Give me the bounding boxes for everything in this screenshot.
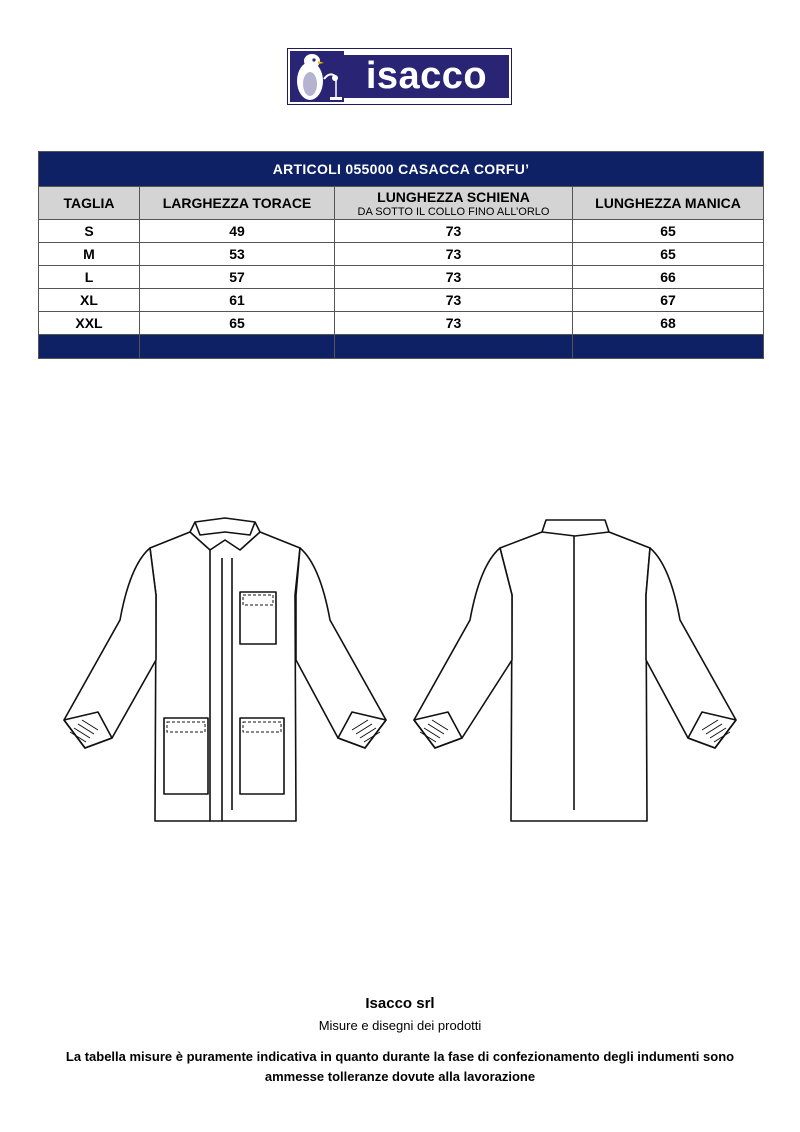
cell-size: XXL <box>39 312 140 335</box>
cell-size: L <box>39 266 140 289</box>
cell-sleeve: 65 <box>573 220 764 243</box>
header-sleeve: LUNGHEZZA MANICA <box>573 187 764 220</box>
footer-subtitle: Misure e disegni dei prodotti <box>318 1018 482 1033</box>
header-chest: LARGHEZZA TORACE <box>140 187 335 220</box>
cell-chest: 57 <box>140 266 335 289</box>
cell-back: 73 <box>335 266 573 289</box>
garment-drawings <box>50 510 750 830</box>
header-back <box>335 187 573 220</box>
table-row <box>39 243 764 266</box>
cell-back: 73 <box>335 312 573 335</box>
table-row <box>39 266 764 289</box>
table-row <box>39 289 764 312</box>
disclaimer-text: La tabella misure è puramente indicativa in quanto durante la fase di confezionamento degli indumenti sono ammesse tolleranze dovute alla lavorazione <box>65 1049 735 1084</box>
table-title: ARTICOLI 055000 CASACCA CORFU’ <box>39 152 764 187</box>
cell-size: XL <box>39 289 140 312</box>
cell-sleeve: 65 <box>573 243 764 266</box>
cell-size: M <box>39 243 140 266</box>
cell-back: 73 <box>335 220 573 243</box>
table-row <box>39 312 764 335</box>
size-table <box>38 151 764 359</box>
jacket-front-drawing <box>64 518 386 821</box>
cell-size: S <box>39 220 140 243</box>
brand-logo <box>287 48 512 105</box>
cell-back: 73 <box>335 289 573 312</box>
cell-chest: 65 <box>140 312 335 335</box>
cell-sleeve: 67 <box>573 289 764 312</box>
header-size: TAGLIA <box>39 187 140 220</box>
cell-chest: 53 <box>140 243 335 266</box>
company-name: Isacco srl <box>365 995 435 1012</box>
cell-chest: 61 <box>140 289 335 312</box>
header-back-note: DA SOTTO IL COLLO FINO ALL’ORLO <box>357 205 550 218</box>
cell-back: 73 <box>335 243 573 266</box>
jacket-back-drawing <box>414 520 736 821</box>
header-back-label: LUNGHEZZA SCHIENA <box>377 188 530 205</box>
penguin-logo-icon <box>290 51 344 102</box>
cell-sleeve: 68 <box>573 312 764 335</box>
brand-name: isacco <box>344 55 509 98</box>
table-row <box>39 220 764 243</box>
table-footer-bar <box>39 335 764 359</box>
cell-chest: 49 <box>140 220 335 243</box>
cell-sleeve: 66 <box>573 266 764 289</box>
